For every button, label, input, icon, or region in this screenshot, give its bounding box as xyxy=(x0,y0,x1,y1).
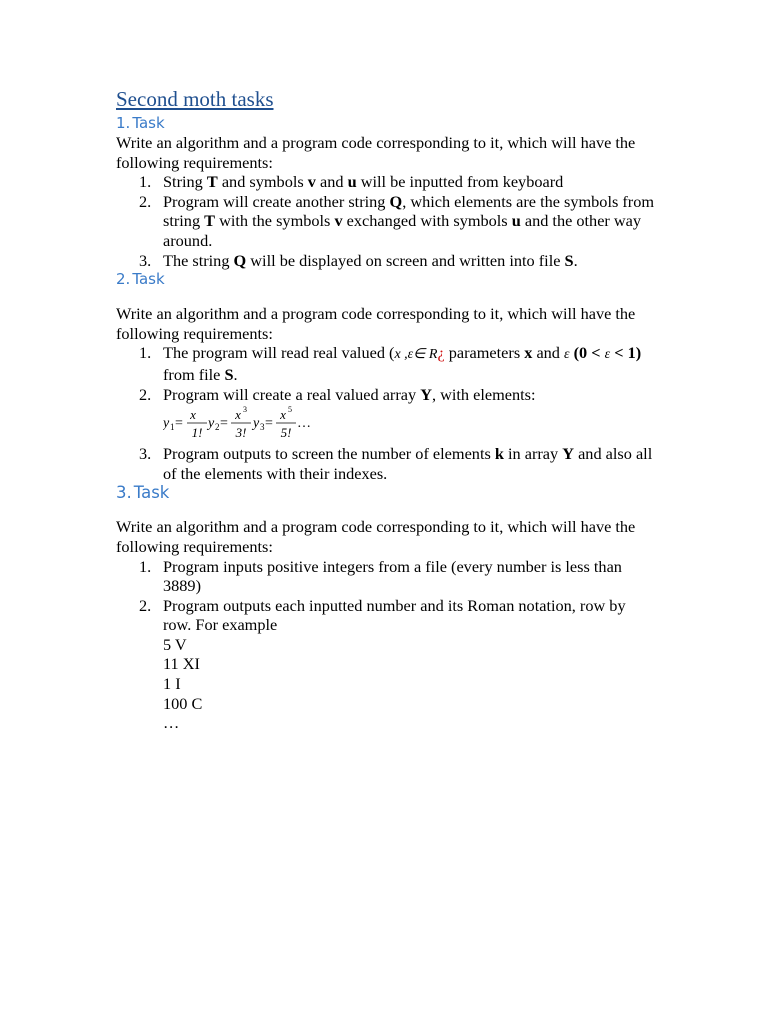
task-2-item-1 xyxy=(116,343,656,384)
text-run: Program will create a real valued array xyxy=(163,384,421,404)
task-2-item-2 xyxy=(116,385,656,445)
text-run: String xyxy=(163,172,207,192)
formula-num2: x xyxy=(235,407,241,423)
bold-run: v xyxy=(334,211,343,231)
list-marker: 3. xyxy=(139,444,152,464)
task-3-item-2 xyxy=(116,596,656,733)
task-3-list xyxy=(116,557,656,733)
bold-run: Q xyxy=(233,250,247,270)
formula-svg xyxy=(163,404,363,444)
list-marker: 2. xyxy=(139,191,152,211)
text-run: Program will create another string xyxy=(163,191,390,211)
list-marker: 1. xyxy=(139,172,152,192)
task-1-item-3 xyxy=(116,251,656,271)
text-run: Program inputs positive integers from a file (every number is less than 3889) xyxy=(163,556,622,596)
task-3-heading xyxy=(116,483,656,502)
bold-run: Y xyxy=(420,384,432,404)
list-marker: 2. xyxy=(139,595,152,615)
text-run: and xyxy=(315,172,348,192)
formula-ellipsis: … xyxy=(297,416,311,432)
task-3-number: 3. xyxy=(116,483,132,503)
math-run: x ,ε∈ R xyxy=(394,347,438,363)
task-3-intro: Write an algorithm and a program code corresponding to it, which will have the following requirements: xyxy=(116,517,636,556)
formula-eq2: = xyxy=(220,416,228,432)
text-run: , which elements are the symbols from string xyxy=(163,191,655,231)
bold-run: k xyxy=(494,444,504,464)
text-run: The string xyxy=(163,250,234,270)
text-run: . xyxy=(233,364,238,384)
document-title: Second moth tasks xyxy=(116,87,274,111)
list-marker: 3. xyxy=(139,250,152,270)
example-line: 11 XI xyxy=(163,654,200,674)
bold-run: Y xyxy=(562,444,575,464)
task-1-heading xyxy=(116,114,656,133)
text-run: with the symbols xyxy=(215,211,335,231)
text-run: and the other way around. xyxy=(163,211,642,250)
task-2-list xyxy=(116,343,656,483)
formula-sub3: 3 xyxy=(260,422,265,433)
formula-eq1: = xyxy=(175,416,183,432)
series-formula xyxy=(163,404,656,444)
example-line: 100 C xyxy=(163,693,203,713)
task-1-item-2 xyxy=(116,192,656,251)
math-run: ε xyxy=(604,347,611,363)
formula-den2: 3! xyxy=(235,425,247,441)
task-3-item-1 xyxy=(116,557,656,596)
formula-num1: x xyxy=(190,407,196,423)
spacer xyxy=(116,289,656,304)
text-run: will be displayed on screen and written into file xyxy=(246,250,565,270)
formula-den3: 5! xyxy=(280,425,292,441)
bold-run: u xyxy=(511,211,521,231)
formula-exp2: 3 xyxy=(243,405,247,415)
task-2-item-3 xyxy=(116,444,656,483)
list-marker: 2. xyxy=(139,384,152,404)
text-run: in array xyxy=(503,444,563,464)
bold-run: < 1) xyxy=(610,343,642,363)
task-1-item-1 xyxy=(116,172,656,192)
task-1-list xyxy=(116,172,656,270)
spacer xyxy=(116,502,656,517)
task-2-heading-label: Task xyxy=(132,270,165,289)
text-run: parameters xyxy=(444,343,525,363)
task-1-number: 1. xyxy=(116,114,131,132)
formula-sub1: 1 xyxy=(170,422,175,433)
text-run: from file xyxy=(163,364,225,384)
task-2-intro: Write an algorithm and a program code corresponding to it, which will have the following requirements: xyxy=(116,304,636,343)
bold-run: T xyxy=(204,211,216,231)
document-page xyxy=(116,86,656,733)
example-line: 1 I xyxy=(163,674,181,694)
math-run: ε xyxy=(564,347,570,363)
task-2-number: 2. xyxy=(116,270,131,289)
formula-exp3: 5 xyxy=(288,405,292,415)
text-run: will be inputted from keyboard xyxy=(356,172,564,192)
formula-eq3: = xyxy=(265,416,273,432)
formula-y1: y xyxy=(163,416,170,432)
task-1-intro: Write an algorithm and a program code corresponding to it, which will have the following requirements: xyxy=(116,133,636,172)
task-2-heading xyxy=(116,270,656,289)
formula-y3: y xyxy=(253,416,260,432)
error-glyph: ¿ xyxy=(437,343,445,363)
text-run: and xyxy=(532,343,565,363)
bold-run: S xyxy=(224,364,234,384)
formula-den1: 1! xyxy=(191,425,203,441)
formula-num3: x xyxy=(280,407,286,423)
text-run: and symbols xyxy=(217,172,308,192)
bold-run: S xyxy=(564,250,574,270)
example-line: … xyxy=(163,713,180,733)
text-run: The program will read real valued ( xyxy=(163,343,395,363)
formula-y2: y xyxy=(208,416,215,432)
bold-run: v xyxy=(307,172,316,192)
task-3-heading-label: Task xyxy=(133,483,170,503)
formula-sub2: 2 xyxy=(215,422,220,433)
text-run: . xyxy=(573,250,578,270)
task-1-heading-label: Task xyxy=(132,114,165,132)
text-run: Program outputs each inputted number and its Roman notation, row by row. For example xyxy=(163,595,626,635)
bold-run: T xyxy=(206,172,218,192)
bold-run: Q xyxy=(389,191,403,211)
text-run: , with elements: xyxy=(431,384,536,404)
bold-run: x xyxy=(524,343,533,363)
list-marker: 1. xyxy=(139,343,152,363)
text-run: Program outputs to screen the number of elements xyxy=(163,444,495,464)
example-line: 5 V xyxy=(163,634,187,654)
bold-run: (0 < xyxy=(569,343,601,363)
text-run: exchanged with symbols xyxy=(342,211,512,231)
list-marker: 1. xyxy=(139,556,152,576)
text-run: and also all of the elements with their indexes. xyxy=(163,444,653,483)
bold-run: u xyxy=(347,172,357,192)
